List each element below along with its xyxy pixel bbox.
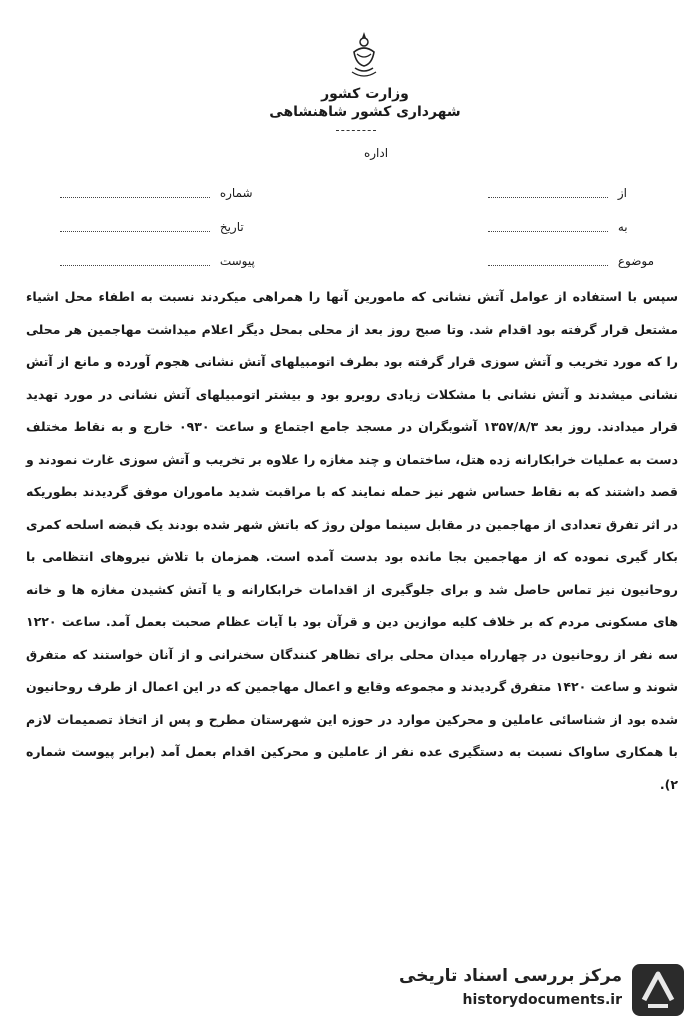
subdepartment-label: اداره <box>363 146 389 160</box>
archive-logo-icon <box>630 962 686 1018</box>
date-label: تاریخ <box>219 220 244 234</box>
watermark-url: historydocuments.ir <box>462 992 622 1008</box>
from-field <box>488 186 627 200</box>
number-dots <box>60 189 210 198</box>
divider <box>336 130 376 131</box>
subject-field <box>488 254 654 268</box>
municipality-title: شهرداری کشور شاهنشاهی <box>269 104 461 120</box>
subject-dots <box>488 257 608 266</box>
to-label: به <box>617 220 628 234</box>
attachment-label: پیوست <box>219 254 255 268</box>
subject-label: موضوع <box>617 254 655 268</box>
archive-watermark <box>396 958 692 1020</box>
ministry-title: وزارت کشور <box>321 86 409 102</box>
from-dots <box>488 189 608 198</box>
date-dots <box>60 223 210 232</box>
to-dots <box>488 223 608 232</box>
attachment-field <box>60 254 255 268</box>
to-field <box>488 220 628 234</box>
number-label: شماره <box>219 186 253 200</box>
date-field <box>60 220 244 234</box>
lion-and-sun-emblem-icon <box>346 30 382 82</box>
number-field <box>60 186 253 200</box>
watermark-title: مرکز بررسی اسناد تاریخی <box>399 966 622 986</box>
document-body <box>26 281 678 801</box>
from-label: از <box>617 186 627 200</box>
attachment-dots <box>60 257 210 266</box>
body-paragraph: سپس با استفاده از عوامل آتش نشانی که مامورین آنها را همراهی میکردند نسبت به اطفاء محل اشیاء مشتعل قرار گرفته بود اقدام شد. وتا صبح روز بعد از محلی بمحل دیگر اعلام میداشت مهاجمین هر محلی را که مورد تخریب و آتش سوزی قرار گرفته بود بطرف اتومبیلهای آتش نشانی هجوم آورده و مانع از آتش نشانی میشدند و آتش نشانی با مشکلات زیادی روبرو بود و بیشتر اتومبیلهای آتش نشانی در مورد تهدید قرار میدادند. روز بعد ۱۳۵۷/۸/۳ آشوبگران در مسجد جامع اجتماع و ساعت ۰۹۳۰ خارج و به نقاط مختلف دست به عملیات خرابکارانه زده هتل، ساختمان و چند مغازه را علاوه بر تخریب و آتش سوزی غارت نمودند و قصد داشتند که به نقاط حساس شهر نیز حمله نمایند که با مراقبت شدید ماموران موفق گردیدند بطوریکه در اثر تفرق تعدادی از مهاجمین در مقابل سینما مولن روژ که باتش شهر شده بودند یک قبضه اسلحه کمری بکار گیری نموده که از مهاجمین بجا مانده بود بدست آمده است. همزمان با تلاش نیروهای انتظامی با روحانیون نیز تماس حاصل شد و برای جلوگیری از اقدامات خرابکارانه و یا آتش کشیدن مغازه ها و خانه های مسکونی مردم که بر خلاف کلیه موازین دین و قرآن بود با آیات عظام صحبت بعمل آمد. ساعت ۱۲۲۰ سه نفر از روحانیون در چهارراه میدان محلی برای تظاهر کنندگان سخنرانی و از آنان خواستند که متفرق شوند و ساعت ۱۴۲۰ متفرق گردیدند و مجموعه وقایع و اعمال مهاجمین که در این اعمال از طرف روحانیون شده بود از شناسائی عاملین و محرکین موارد در حوزه این شهرستان مطرح و پس از اتخاذ تصمیمات لازم با همکاری ساواک نسبت به دستگیری عده نفر از عاملین و محرکین اقدام بعمل آمد (برابر پیوست شماره ۲). <box>26 289 678 792</box>
